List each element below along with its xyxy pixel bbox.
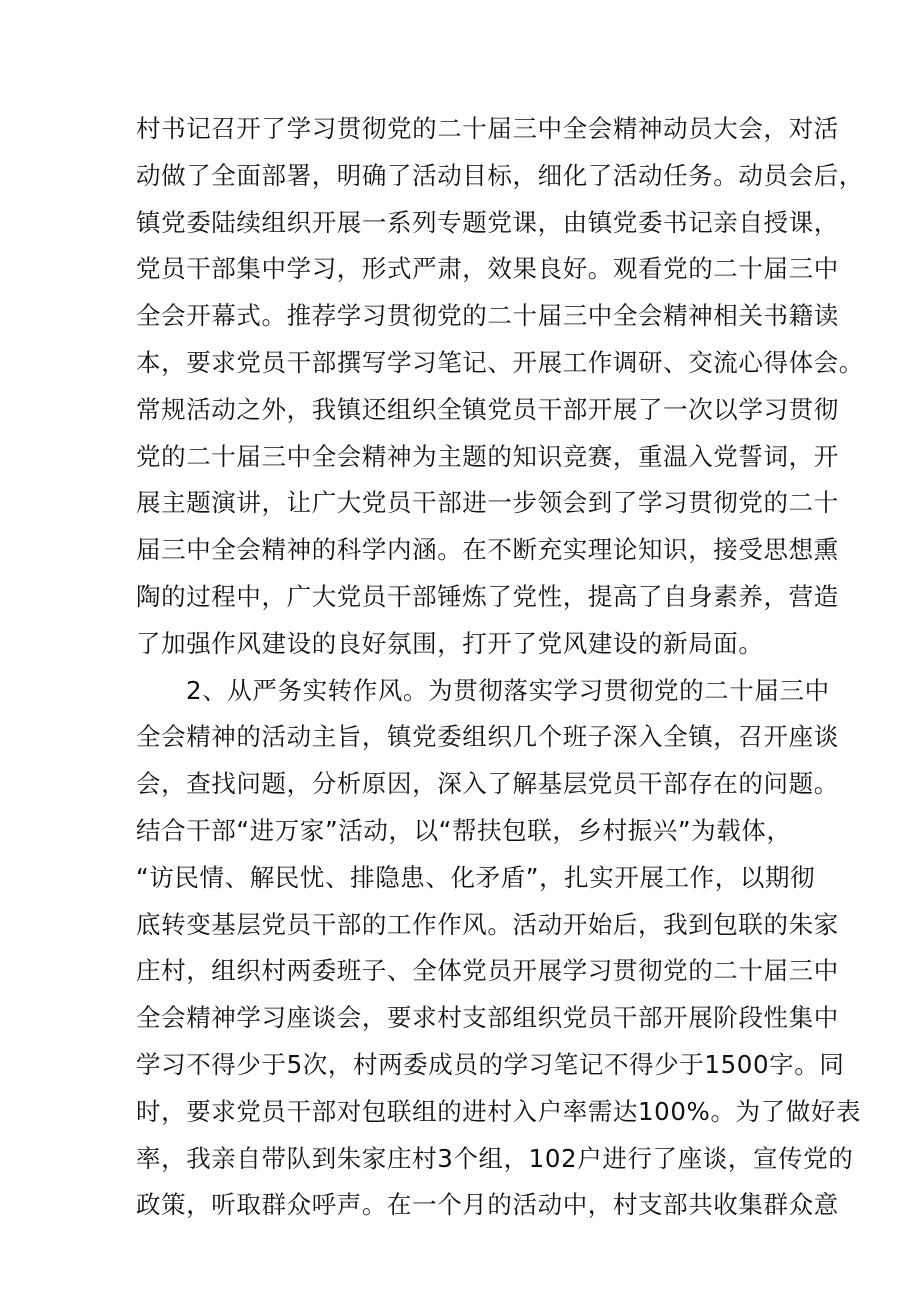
text-line: 镇党委陆续组织开展一系列专题党课，由镇党委书记亲自授课， bbox=[136, 207, 839, 237]
text-line: 政策，听取群众呼声。在一个月的活动中，村支部共收集群众意 bbox=[136, 1190, 839, 1220]
text-line: 全会精神的活动主旨，镇党委组织几个班子深入全镇，召开座谈 bbox=[136, 722, 839, 752]
text-line: 本，要求党员干部撰写学习笔记、开展工作调研、交流心得体会。 bbox=[136, 347, 864, 377]
text-line: 党员干部集中学习，形式严肃，效果良好。观看党的二十届三中 bbox=[136, 254, 839, 284]
section-heading-line: 2、从严务实转作风。为贯彻落实学习贯彻党的二十届三中 bbox=[186, 675, 830, 705]
text-line: 学习不得少于5次，村两委成员的学习笔记不得少于1500字。同 bbox=[136, 1049, 845, 1079]
text-line: 全会精神学习座谈会，要求村支部组织党员干部开展阶段性集中 bbox=[136, 1003, 839, 1033]
text-line: 陶的过程中，广大党员干部锤炼了党性，提高了自身素养，营造 bbox=[136, 581, 839, 611]
text-line: 时，要求党员干部对包联组的进村入户率需达100%。为了做好表 bbox=[136, 1096, 862, 1126]
text-line: 庄村，组织村两委班子、全体党员开展学习贯彻党的二十届三中 bbox=[136, 956, 839, 986]
text-line: 了加强作风建设的良好氛围，打开了党风建设的新局面。 bbox=[136, 628, 764, 658]
text-line: 全会开幕式。推荐学习贯彻党的二十届三中全会精神相关书籍读 bbox=[136, 301, 839, 331]
text-line: 常规活动之外，我镇还组织全镇党员干部开展了一次以学习贯彻 bbox=[136, 394, 839, 424]
text-line: 展主题演讲，让广大党员干部进一步领会到了学习贯彻党的二十 bbox=[136, 488, 839, 518]
text-line: 底转变基层党员干部的工作作风。活动开始后，我到包联的朱家 bbox=[136, 909, 839, 939]
text-line: 结合干部“进万家”活动，以“帮扶包联，乡村振兴”为载体， bbox=[136, 815, 792, 845]
text-line: 率，我亲自带队到朱家庄村3个组，102户进行了座谈，宣传党的 bbox=[136, 1143, 854, 1173]
text-line: “访民情、解民忧、排隐患、化矛盾”，扎实开展工作，以期彻 bbox=[136, 862, 816, 892]
text-line: 届三中全会精神的科学内涵。在不断充实理论知识，接受思想熏 bbox=[136, 535, 839, 565]
text-line: 动做了全面部署，明确了活动目标，细化了活动任务。动员会后， bbox=[136, 160, 864, 190]
text-line: 村书记召开了学习贯彻党的二十届三中全会精神动员大会，对活 bbox=[136, 114, 839, 143]
text-line: 会，查找问题，分析原因，深入了解基层党员干部存在的问题。 bbox=[136, 769, 839, 799]
text-line: 党的二十届三中全会精神为主题的知识竞赛，重温入党誓词，开 bbox=[136, 441, 839, 471]
body-text bbox=[136, 106, 864, 1229]
